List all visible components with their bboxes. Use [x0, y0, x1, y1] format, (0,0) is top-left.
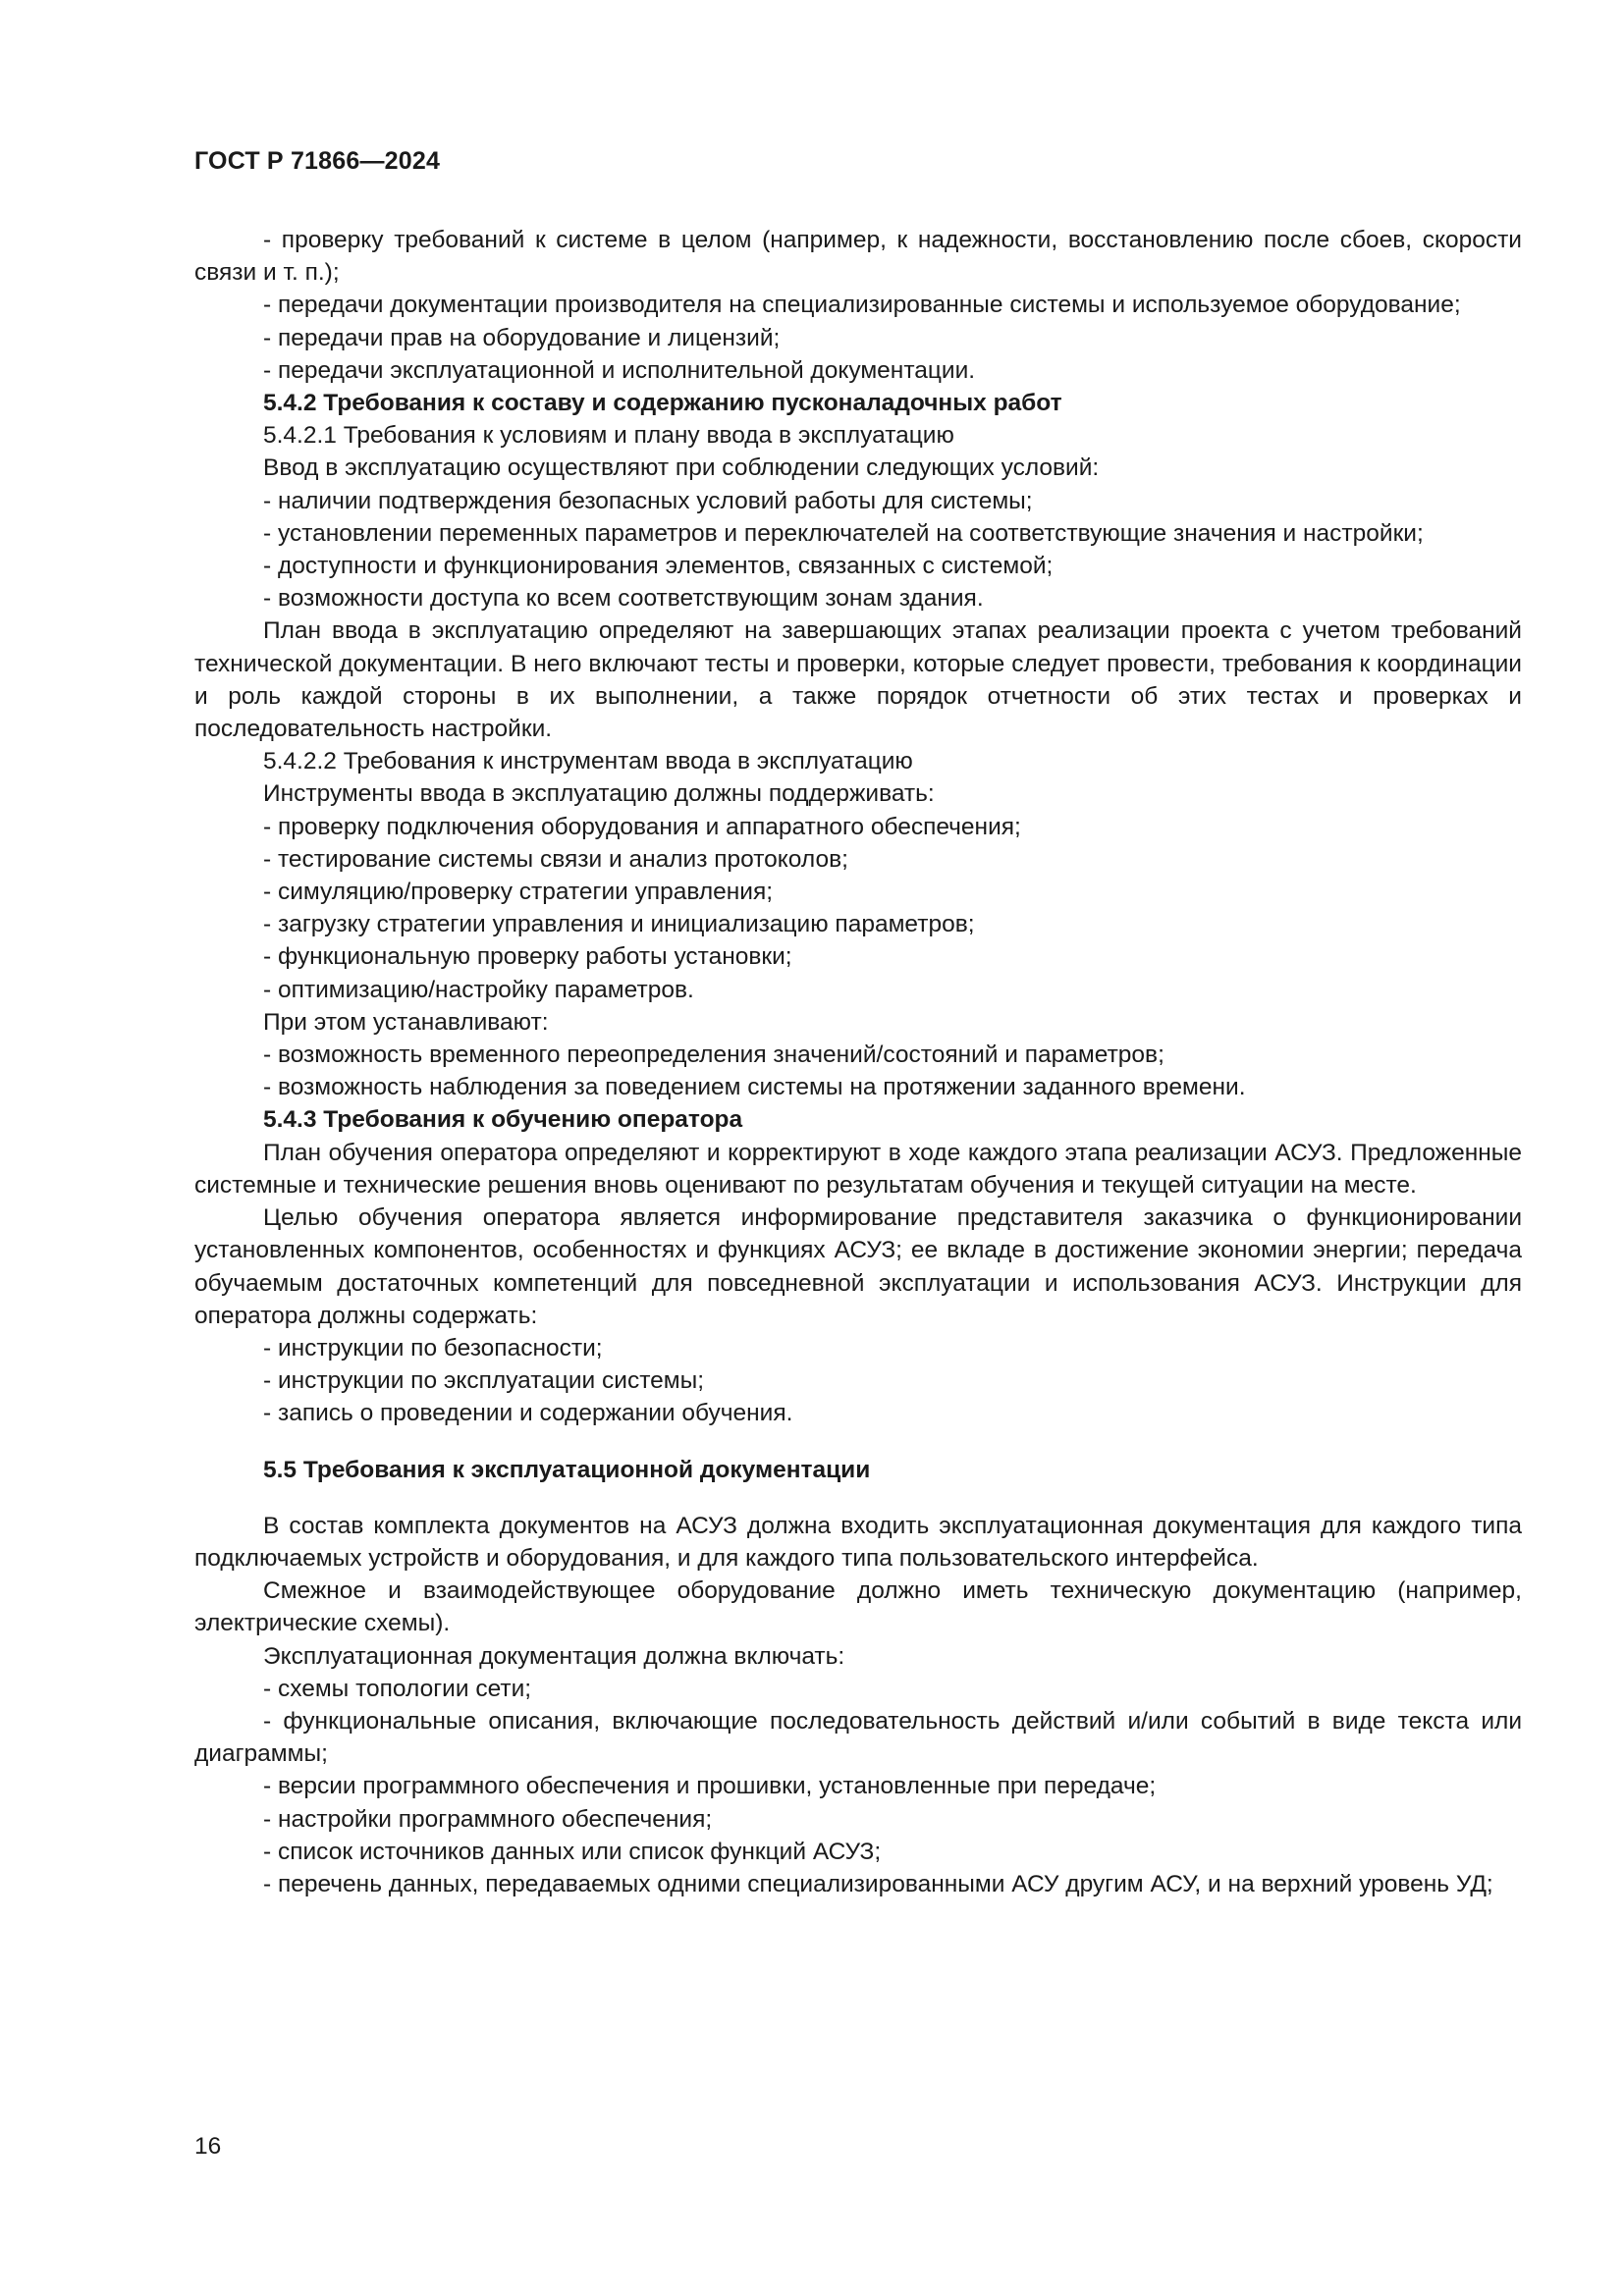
list-item: - запись о проведении и содержании обучения. [263, 1400, 793, 1427]
list-item: - тестирование системы связи и анализ протоколов; [263, 845, 848, 873]
list-item: - установлении переменных параметров и переключателей на соответствующие значения и настройки; [263, 519, 1424, 547]
list-item: - наличии подтверждения безопасных условий работы для системы; [263, 487, 1033, 514]
list-item: - инструкции по эксплуатации системы; [263, 1367, 705, 1395]
list-item: - перечень данных, передаваемых одними специализированными АСУ другим АСУ, и на верхний уровень УД; [263, 1870, 1493, 1897]
list-item: - проверку подключения оборудования и аппаратного обеспечения; [263, 813, 1021, 840]
paragraph: Эксплуатационная документация должна включать: [263, 1642, 845, 1670]
paragraph: Целью обучения оператора является информирование представителя заказчика о функционировании установленных компонентов, особенностях и функциях АСУЗ; ее вкладе в достижение экономии энергии; передача обучаемым достаточных компетенций для повседневной эксплуатации и использования АСУЗ. Инструкции для оператора должны содержать: [194, 1204, 1522, 1329]
list-item: - передачи эксплуатационной и исполнительной документации. [263, 356, 976, 384]
document-header: ГОСТ Р 71866—2024 [194, 147, 441, 175]
page-number: 16 [194, 2133, 222, 2160]
list-item: - возможности доступа ко всем соответствующим зонам здания. [263, 585, 984, 613]
paragraph: План ввода в эксплуатацию определяют на завершающих этапах реализации проекта с учетом требований технической документации. В него включают тесты и проверки, которые следует провести, требования к координации и роль каждой стороны в их выполнении, а также порядок отчетности об этих тестах и проверках и последовательность настройки. [194, 617, 1522, 743]
section-heading-5-5: 5.5 Требования к эксплуатационной документации [263, 1456, 871, 1483]
list-item: - инструкции по безопасности; [263, 1334, 603, 1362]
paragraph: При этом устанавливают: [263, 1008, 549, 1036]
paragraph: План обучения оператора определяют и корректируют в ходе каждого этапа реализации АСУЗ. Предложенные системные и технические решения вновь оценивают по результатам обучения и текущей ситуации на месте. [194, 1139, 1522, 1199]
paragraph: Смежное и взаимодействующее оборудование должно иметь техническую документацию (например, электрические схемы). [194, 1577, 1522, 1637]
document-body [194, 224, 1522, 1900]
list-item: - функциональную проверку работы установки; [263, 943, 792, 971]
section-heading-5-4-2: 5.4.2 Требования к составу и содержанию пусконаладочных работ [263, 390, 1062, 417]
list-item: - функциональные описания, включающие последовательность действий и/или событий в виде текста или диаграммы; [194, 1707, 1522, 1768]
list-item: - симуляцию/проверку стратегии управления; [263, 879, 774, 906]
list-item: - схемы топологии сети; [263, 1675, 532, 1702]
section-heading-5-4-3: 5.4.3 Требования к обучению оператора [263, 1106, 743, 1134]
subsection-heading-5-4-2-1: 5.4.2.1 Требования к условиям и плану ввода в эксплуатацию [263, 422, 954, 450]
subsection-heading-5-4-2-2: 5.4.2.2 Требования к инструментам ввода в эксплуатацию [263, 748, 913, 775]
paragraph: В состав комплекта документов на АСУЗ должна входить эксплуатационная документация для каждого типа подключаемых устройств и оборудования, и для каждого типа пользовательского интерфейса. [194, 1512, 1522, 1572]
list-item: - проверку требований к системе в целом (например, к надежности, восстановлению после сбоев, скорости связи и т. п.); [194, 227, 1522, 287]
list-item: - версии программного обеспечения и прошивки, установленные при передаче; [263, 1773, 1157, 1800]
list-item: - передачи документации производителя на специализированные системы и используемое оборудование; [263, 292, 1461, 319]
list-item: - загрузку стратегии управления и инициализацию параметров; [263, 911, 975, 938]
list-item: - настройки программного обеспечения; [263, 1805, 713, 1833]
list-item: - возможность временного переопределения значений/состояний и параметров; [263, 1041, 1164, 1069]
list-item: - возможность наблюдения за поведением системы на протяжении заданного времени. [263, 1074, 1246, 1101]
list-item: - список источников данных или список функций АСУЗ; [263, 1838, 882, 1865]
list-item: - передачи прав на оборудование и лицензий; [263, 324, 781, 351]
list-item: - оптимизацию/настройку параметров. [263, 976, 694, 1003]
paragraph: Ввод в эксплуатацию осуществляют при соблюдении следующих условий: [263, 454, 1100, 482]
list-item: - доступности и функционирования элементов, связанных с системой; [263, 553, 1054, 580]
paragraph: Инструменты ввода в эксплуатацию должны поддерживать: [263, 780, 935, 808]
